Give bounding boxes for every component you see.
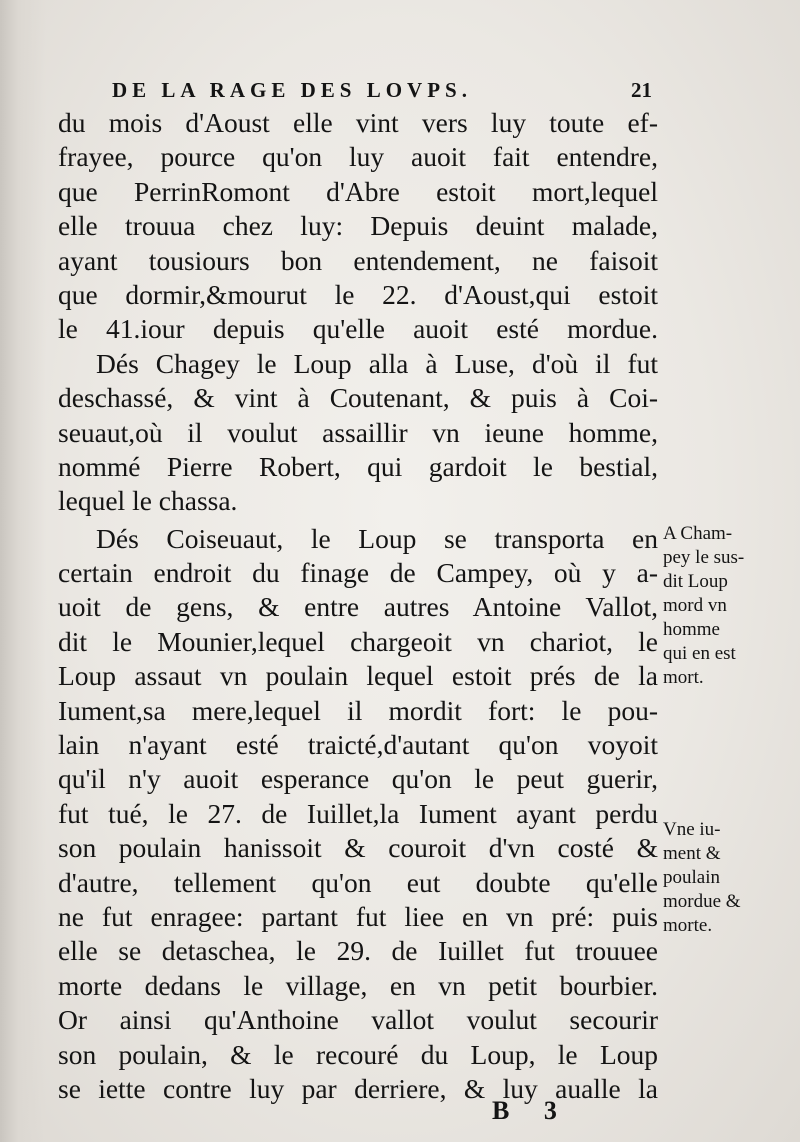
text-line: Or ainsi qu'Anthoine vallot voulut secourir [58,1004,658,1036]
text-line: certain endroit du finage de Campey, où y a- [58,557,658,589]
text-line: elle trouua chez luy: Depuis deuint malade, [58,210,658,242]
page-number: 21 [631,78,652,102]
margin-note-line: poulain [663,867,720,888]
text-line: nommé Pierre Robert, qui gardoit le bestial, [58,450,658,482]
margin-note-line: mort. [663,667,704,688]
text-line: Iument,sa mere,lequel il mordit fort: le pou- [58,694,658,726]
text-line: fut tué, le 27. de Iuillet,la Iument ayant perdu [58,797,658,829]
text-line: lequel le chassa. [58,485,238,517]
text-line: deschassé, & vint à Coutenant, & puis à Coi- [58,382,658,414]
margin-note-line: mordue & [663,891,741,912]
text-line: ayant tousiours bon entendement, ne faisoit [58,244,658,276]
text-line: qu'il n'y auoit esperance qu'on le peut guerir, [58,763,658,795]
signature-mark: B 3 [492,1096,571,1125]
text-line: uoit de gens, & entre autres Antoine Vallot, [58,591,658,623]
text-line: morte dedans le village, en vn petit bourbier. [58,969,658,1001]
text-line: Dés Coiseuaut, le Loup se transporta en [96,522,658,554]
text-line: d'autre, tellement qu'on eut doubte qu'elle [58,866,658,898]
margin-note [663,818,795,938]
margin-note-line: A Cham- [663,523,733,544]
margin-note-line: qui en est [663,643,736,664]
page-header [112,74,652,106]
page-gutter-shadow [0,0,46,1142]
main-text-block [58,106,658,1106]
margin-note-line: morte. [663,915,713,936]
text-line: seuaut,où il voulut assaillir vn ieune homme, [58,416,658,448]
text-line: que PerrinRomont d'Abre estoit mort,lequel [58,175,658,207]
text-line: se iette contre luy par derriere, & luy aualle la [58,1072,658,1104]
text-line: ne fut enragee: partant fut liee en vn pré: puis [58,900,658,932]
text-line: lain n'ayant esté traicté,d'autant qu'on voyoit [58,729,658,761]
running-title: DE LA RAGE DES LOVPS. [112,78,472,102]
margin-note-line: dit Loup [663,571,728,592]
margin-note-line: pey le sus- [663,547,745,568]
text-line: le 41.iour depuis qu'elle auoit esté mordue. [58,313,658,345]
text-line: dit le Mounier,lequel chargeoit vn chariot, le [58,625,658,657]
page-footer [492,1094,592,1128]
text-line: son poulain hanissoit & couroit d'vn costé & [58,832,658,864]
margin-note-line: homme [663,619,720,640]
margin-note [663,522,795,690]
text-line: que dormir,&mourut le 22. d'Aoust,qui estoit [58,278,658,310]
margin-note-line: mord vn [663,595,727,616]
text-line: elle se detaschea, le 29. de Iuillet fut trouuee [58,935,658,967]
text-line: Loup assaut vn poulain lequel estoit prés de la [58,660,658,692]
text-line: Dés Chagey le Loup alla à Luse, d'où il fut [96,347,658,379]
text-line: frayee, pource qu'on luy auoit fait entendre, [58,141,658,173]
margin-note-line: ment & [663,843,721,864]
margin-note-line: Vne iu- [663,819,721,840]
text-line: du mois d'Aoust elle vint vers luy toute ef- [58,107,658,138]
text-line: son poulain, & le recouré du Loup, le Loup [58,1038,658,1070]
